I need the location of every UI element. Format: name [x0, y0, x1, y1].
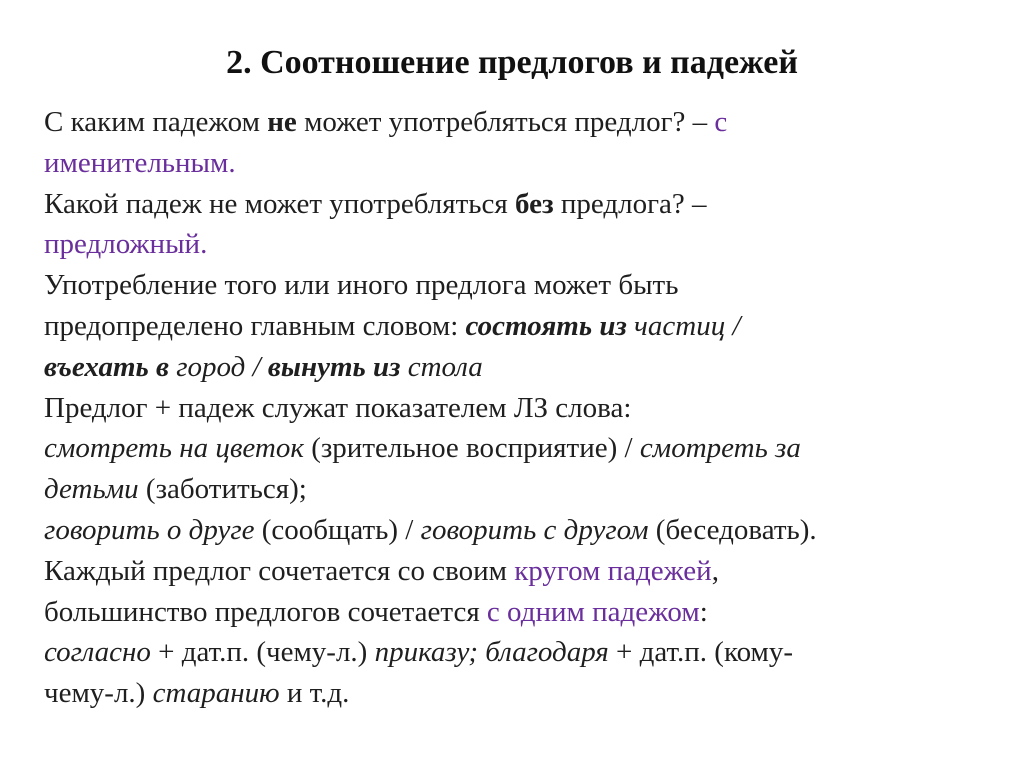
text-segment: с одним падежом [486, 595, 700, 628]
text-segment: въехать в [44, 350, 169, 383]
text-segment: смотреть за [639, 432, 801, 465]
text-segment: : [699, 595, 708, 628]
text-line [44, 102, 1004, 143]
text-segment: не [267, 106, 297, 138]
text-segment: Какой падеж не может употребляться [44, 187, 515, 220]
text-segment: Каждый предлог сочетается со своим [44, 554, 515, 587]
text-segment: чему-л.) [44, 677, 153, 710]
text-line [44, 592, 1004, 633]
text-line [44, 469, 1004, 510]
text-segment: Употребление того или иного предлога может быть [44, 269, 679, 302]
text-segment: вынуть из [267, 350, 401, 383]
text-segment: частиц / [626, 309, 741, 342]
text-segment: детьми [44, 473, 139, 506]
text-line [44, 673, 1004, 714]
text-segment: (сообщать) / [254, 513, 421, 546]
text-segment: , [711, 554, 719, 587]
text-segment: говорить о друге [44, 513, 255, 546]
text-line [44, 347, 1004, 388]
text-line [44, 428, 1004, 469]
text-segment: + дат.п. (чему-л.) [150, 636, 375, 669]
text-segment: кругом падежей [514, 554, 712, 587]
text-segment: состоять из [465, 309, 627, 342]
text-segment: с [714, 106, 728, 138]
slide-body [44, 102, 1004, 714]
text-segment: большинство предлогов сочетается [44, 595, 487, 628]
text-segment: именительным. [44, 146, 236, 179]
text-line [44, 184, 1004, 225]
text-line [44, 265, 1004, 306]
slide-title: 2. Соотношение предлогов и падежей [226, 44, 798, 81]
text-segment: смотреть на цветок [44, 432, 304, 465]
text-line [44, 306, 1004, 347]
text-line [44, 510, 1004, 551]
text-segment: согласно [44, 636, 151, 669]
text-line [44, 143, 1004, 184]
text-line [44, 388, 1004, 429]
text-segment: предложный. [44, 228, 208, 261]
text-segment: и т.д. [279, 677, 350, 710]
text-line [44, 224, 1004, 265]
text-segment: говорить с другом [420, 513, 649, 546]
text-segment: (заботиться); [138, 473, 307, 506]
text-segment: Предлог + падеж служат показателем ЛЗ слова: [44, 391, 632, 424]
text-segment: город / [168, 350, 268, 383]
text-segment: (беседовать). [648, 513, 817, 546]
text-segment: + дат.п. (кому- [608, 636, 794, 669]
text-line [44, 551, 1004, 592]
text-segment: может употребляться предлог? – [296, 106, 715, 138]
text-segment: предлога? – [553, 187, 707, 220]
text-segment: без [514, 187, 554, 220]
text-segment: стола [400, 350, 483, 383]
text-segment: С каким падежом [44, 106, 268, 138]
text-segment: (зрительное восприятие) / [303, 432, 640, 465]
text-segment: предопределено главным словом: [44, 309, 466, 342]
text-segment: старанию [152, 677, 280, 710]
text-line [44, 632, 1004, 673]
text-segment: приказу; благодаря [374, 636, 609, 669]
